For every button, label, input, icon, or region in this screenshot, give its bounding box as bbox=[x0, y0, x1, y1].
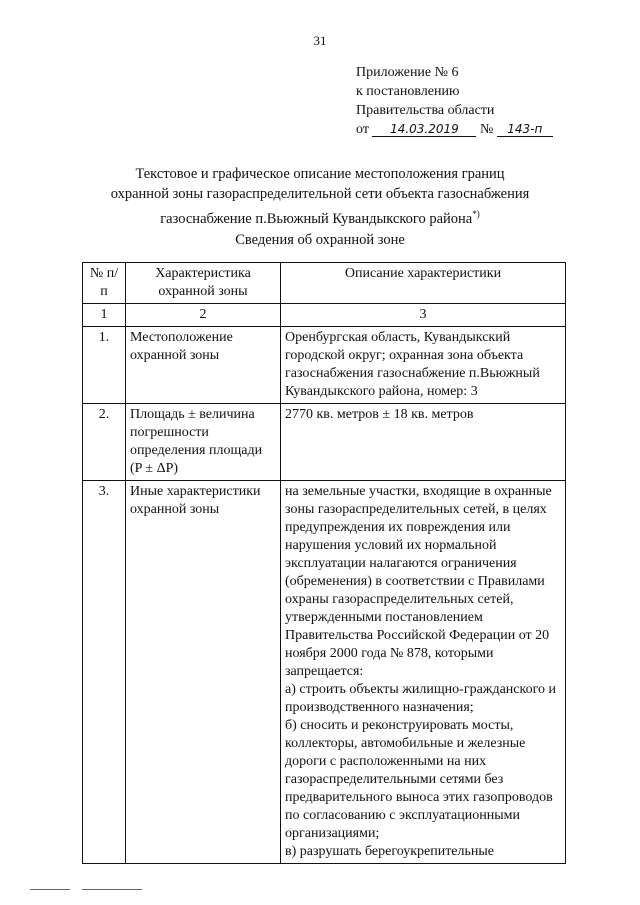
column-number: 3 bbox=[281, 304, 566, 327]
row-number: 1. bbox=[83, 327, 126, 404]
description-paragraph: 2770 кв. метров ± 18 кв. метров bbox=[285, 407, 474, 422]
table-row bbox=[83, 481, 566, 864]
appendix-title: Приложение № 6 bbox=[356, 65, 459, 80]
table-row bbox=[83, 404, 566, 481]
header-characteristic: Характеристика охранной зоны bbox=[126, 263, 281, 304]
description-paragraph: Оренбургская область, Кувандыкский городской округ; охранная зона объекта газоснабжения газоснабжение п.Вьюжный Кувандыкского района, номер: 3 bbox=[285, 330, 540, 399]
appendix-date-line bbox=[356, 120, 553, 139]
column-number: 1 bbox=[83, 304, 126, 327]
date-prefix: от bbox=[356, 122, 369, 137]
number-value: 143-п bbox=[497, 122, 553, 137]
date-value: 14.03.2019 bbox=[372, 122, 476, 137]
protection-zone-table bbox=[82, 262, 566, 864]
appendix-government-line: Правительства области bbox=[356, 103, 495, 118]
appendix-resolution-line: к постановлению bbox=[356, 84, 460, 99]
footer-rule bbox=[30, 889, 70, 890]
number-prefix: № bbox=[479, 122, 494, 137]
title-line-2: охранной зоны газораспределительной сети объекта газоснабжения bbox=[110, 186, 530, 202]
row-characteristic: Местоположение охранной зоны bbox=[126, 327, 281, 404]
table-row bbox=[83, 327, 566, 404]
header-number: № п/п bbox=[83, 263, 126, 304]
column-number-row bbox=[83, 304, 566, 327]
header-description: Описание характеристики bbox=[281, 263, 566, 304]
row-description bbox=[281, 404, 566, 481]
title-line-1: Текстовое и графическое описание местоположения границ bbox=[135, 166, 505, 182]
page-number: 31 bbox=[313, 33, 327, 48]
title-line-3 bbox=[60, 204, 580, 229]
row-characteristic: Иные характеристики охранной зоны bbox=[126, 481, 281, 864]
row-characteristic: Площадь ± величина погрешности определения площади (P ± ΔP) bbox=[126, 404, 281, 481]
footnote-mark: *) bbox=[472, 209, 480, 219]
description-paragraph: на земельные участки, входящие в охранные зоны газораспределительных сетей, в целях предупреждения их повреждения или нарушения условий их нормальной эксплуатации налагаются ограничения (обременения) в соответствии с Правилами охраны газораспределительных сетей, утвержденными постановлением Правительства Российской Федерации от 20 ноября 2000 года № 878, которыми запрещается: bbox=[285, 484, 552, 679]
description-paragraph: а) строить объекты жилищно-гражданского и производственного назначения; bbox=[285, 682, 556, 715]
description-paragraph: в) разрушать берегоукрепительные bbox=[285, 844, 495, 859]
table-header-row bbox=[83, 263, 566, 304]
row-description bbox=[281, 327, 566, 404]
row-number: 2. bbox=[83, 404, 126, 481]
description-paragraph: б) сносить и реконструировать мосты, коллекторы, автомобильные и железные дороги с расположенными на них газораспределительными сетями без предварительного выноса этих газопроводов по согласованию с эксплуатационными организациями; bbox=[285, 718, 553, 841]
row-description bbox=[281, 481, 566, 864]
row-number: 3. bbox=[83, 481, 126, 864]
footer-rule bbox=[82, 889, 142, 890]
title-line-3-text: газоснабжение п.Вьюжный Кувандыкского района bbox=[160, 210, 473, 227]
column-number: 2 bbox=[126, 304, 281, 327]
document-title bbox=[60, 164, 580, 229]
appendix-block bbox=[356, 63, 553, 139]
section-subtitle: Сведения об охранной зоне bbox=[235, 232, 405, 248]
